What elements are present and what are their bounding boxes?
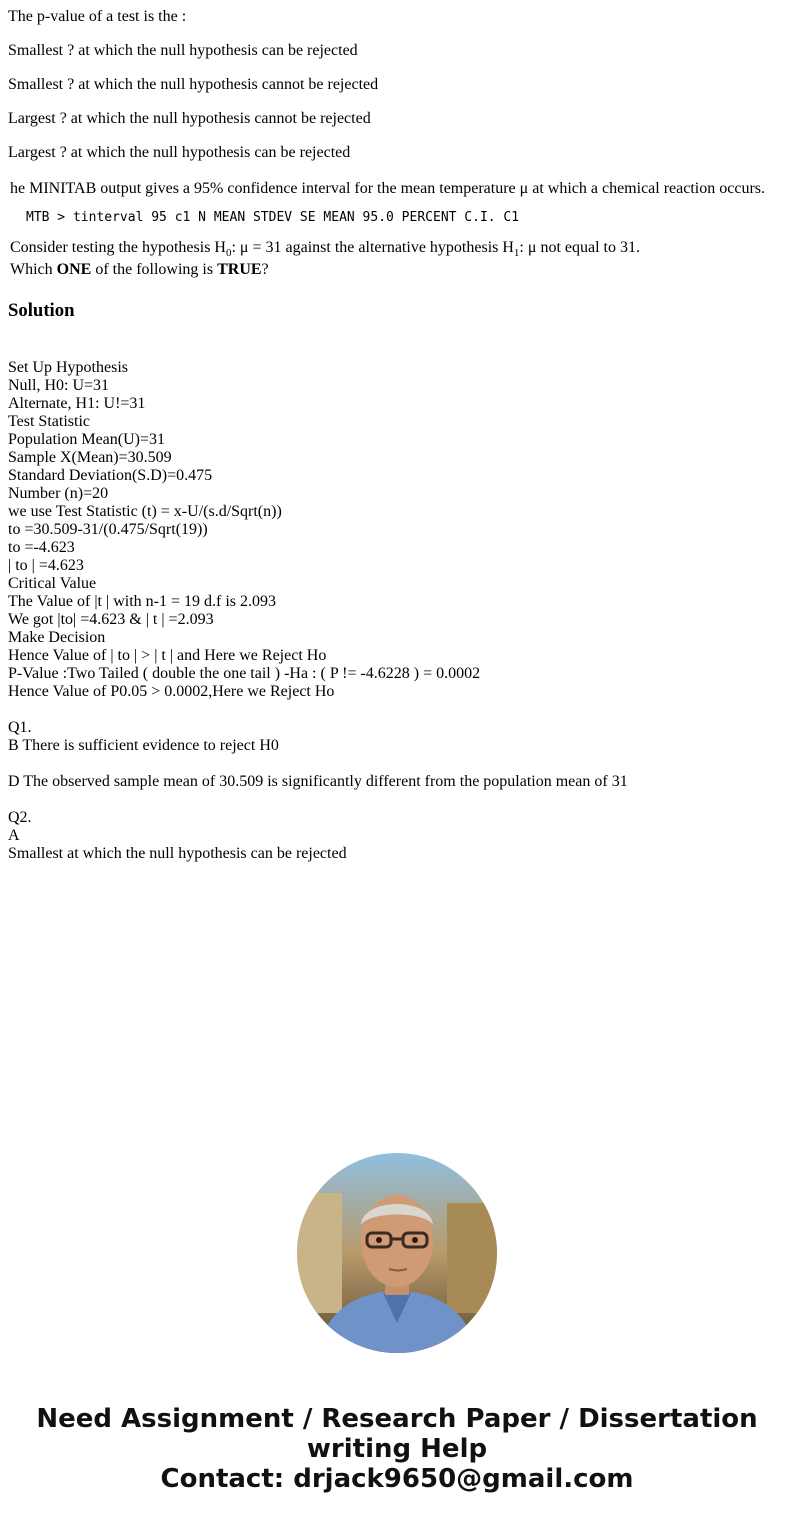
solution-line: | to | =4.623	[8, 557, 84, 574]
hyp-sub1: 1	[513, 247, 520, 260]
contact-banner	[0, 1404, 794, 1494]
solution-line: Null, H0: U=31	[8, 377, 110, 394]
minitab-intro: he MINITAB output gives a 95% confidence interval for the mean temperature μ at which a chemical reaction occurs.	[10, 180, 765, 197]
option-4: Largest ? at which the null hypothesis can be rejected	[8, 144, 351, 161]
solution-line: Number (n)=20	[8, 485, 109, 502]
banner-line-2: writing Help	[306, 1434, 488, 1464]
solution-line: Make Decision	[8, 629, 106, 646]
q2-label: Q2.	[8, 809, 32, 826]
q1-answer-b: B There is sufficient evidence to reject H0	[8, 737, 279, 754]
solution-line: Alternate, H1: U!=31	[8, 395, 146, 412]
author-avatar	[297, 1153, 497, 1353]
solution-line: We got |to| =4.623 & | t | =2.093	[8, 611, 214, 628]
q2-letter: A	[8, 827, 20, 844]
question-stem: The p-value of a test is the :	[8, 8, 187, 25]
solution-line: Test Statistic	[8, 413, 90, 430]
which-pre: Which	[10, 261, 57, 278]
which-one-true	[10, 261, 269, 279]
q1-label: Q1.	[8, 719, 32, 736]
hyp-mid: : μ = 31 against the alternative hypothesis H	[231, 239, 514, 256]
minitab-output: MTB > tinterval 95 c1 N MEAN STDEV SE MEAN 95.0 PERCENT C.I. C1	[26, 210, 520, 225]
solution-line: to =30.509-31/(0.475/Sqrt(19))	[8, 521, 208, 538]
which-mid: of the following is	[91, 261, 218, 278]
solution-body	[8, 359, 628, 863]
solution-line: Hence Value of | to | > | t | and Here we Reject Ho	[8, 647, 327, 664]
option-2: Smallest ? at which the null hypothesis cannot be rejected	[8, 76, 379, 93]
solution-line: we use Test Statistic (t) = x-U/(s.d/Sqrt(n))	[8, 503, 282, 520]
which-post: ?	[261, 261, 269, 278]
q2-answer: Smallest at which the null hypothesis can be rejected	[8, 845, 347, 862]
hyp-sub0: 0	[225, 247, 232, 260]
hyp-post: : μ not equal to 31.	[519, 239, 640, 256]
hypothesis-text	[10, 239, 640, 262]
banner-line-1: Need Assignment / Research Paper / Dissertation	[36, 1404, 758, 1434]
solution-line: P-Value :Two Tailed ( double the one tail ) -Ha : ( P != -4.6228 ) = 0.0002	[8, 665, 481, 682]
solution-line: Population Mean(U)=31	[8, 431, 165, 448]
solution-line: Sample X(Mean)=30.509	[8, 449, 172, 466]
solution-line: Critical Value	[8, 575, 97, 592]
which-true: TRUE	[217, 261, 262, 278]
option-1: Smallest ? at which the null hypothesis can be rejected	[8, 42, 358, 59]
banner-line-3: Contact: drjack9650@gmail.com	[160, 1464, 634, 1494]
solution-line: Hence Value of P0.05 > 0.0002,Here we Reject Ho	[8, 683, 335, 700]
hyp-pre: Consider testing the hypothesis H	[10, 239, 226, 256]
solution-line: Standard Deviation(S.D)=0.475	[8, 467, 213, 484]
which-one: ONE	[56, 261, 92, 278]
solution-line: Set Up Hypothesis	[8, 359, 128, 376]
solution-line: The Value of |t | with n-1 = 19 d.f is 2.093	[8, 593, 276, 610]
q1-answer-d: D The observed sample mean of 30.509 is significantly different from the population mean of 31	[8, 773, 628, 790]
solution-line: to =-4.623	[8, 539, 75, 556]
solution-heading: Solution	[8, 300, 75, 321]
option-3: Largest ? at which the null hypothesis cannot be rejected	[8, 110, 371, 127]
